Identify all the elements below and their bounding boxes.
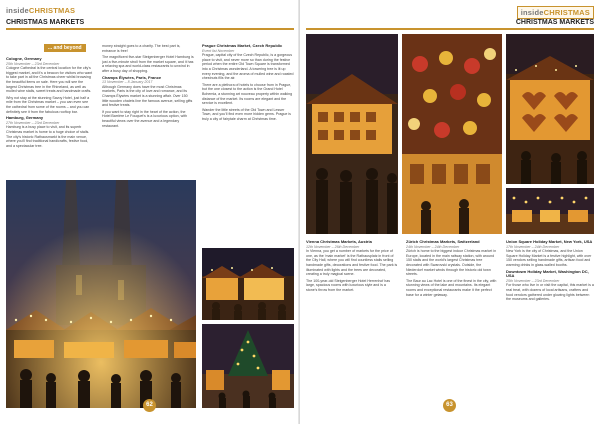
street-market-christmas-tree-photo (202, 324, 294, 408)
article-heading: Vienna Christmas Markets, Austria (306, 240, 372, 244)
article-paragraph: The magnificent five-star Steigenberger Hotel Hamburg is just a five-minute stroll from the market square, and it has a relaxing spa and world-class restaurants to unwind in after a busy day of shopping. (102, 55, 194, 73)
market-crowd-night-photo (306, 34, 398, 234)
page-number-right: 63 (443, 399, 456, 412)
article-paragraph: The 100-year-old Steigenberger Hotel Herrenhof has large, spacious rooms with luxurious style and is a stone's throw from the market. (306, 278, 391, 292)
ornaments-stall-photo (402, 34, 502, 234)
article-paragraph: New York is the city of Christmas, and the Union Square Holiday Market is a festive highlight, with over 150 vendors selling handmade gifts, artisan food and warming drinks in glass-walled booths. (506, 249, 592, 267)
christmas-market-stalls-photo (202, 248, 294, 320)
article-paragraph: There are a plethora of hotels to choose from in Prague, but the one closest to the action is the Grand Hotel Bohemia, a stunning art nouveau property within walking distance of the market. Its rooms are elegant and the service is excellent. (202, 82, 293, 106)
section-title-left: CHRISTMAS MARKETS (6, 19, 85, 26)
article-heading: Hamburg, Germany (6, 115, 44, 121)
article-dates: 12th November – 26th December (306, 244, 360, 249)
cologne-cathedral-market-photo (6, 180, 196, 408)
brand-word: CHRISTMAS (543, 8, 590, 17)
article-dates: 13 November – 8 January 2017 (102, 80, 153, 85)
page-number-left: 62 (143, 399, 156, 412)
right-page (300, 0, 600, 424)
article-heading: Union Square Holiday Market, New York, USA (506, 240, 593, 244)
left-col-1 (6, 57, 94, 175)
article-dates: Event list November (202, 48, 235, 53)
article-dates: 25th November – 23rd December (506, 278, 560, 283)
article-heading: Cologne, Germany (6, 57, 42, 61)
article-dates: 17th November – 24th December (506, 244, 560, 249)
article-paragraph: The Baur au Lac Hotel is one of the finest in the city, with stunning views of the lake and mountains. Its elegant rooms and exceptional restaurants make it the perfect base for a winter getaway. (406, 278, 497, 297)
article-paragraph: Zürich is home to the biggest indoor Christmas market in Europe, located in the main railway station, with around 150 stalls and the world's largest Christmas tree decorated with Swarovski crystals. Outside, the Niederdorf market winds through the historic old town streets. (406, 249, 497, 277)
article-paragraph: Why not stay at the stunning Savoy Hotel, just half a mile from the Christmas market – you can even see the cathedral from some of the rooms – and you can definitely see it from the fabulous rooftop bar. (6, 95, 90, 114)
country-badge: ... and beyond (44, 44, 86, 52)
section-title-right: CHRISTMAS MARKETS (515, 19, 594, 26)
brand-tag-right (517, 6, 594, 19)
article-paragraph: Although Germany does have the most Christmas markets, Paris is the city of love and romance, and its Champs Élysées market is a stunning affair. Over 150 little wooden chalets line the famous avenue, selling gifts and festive treats. (102, 84, 193, 108)
gingerbread-stall-photo (506, 34, 594, 184)
right-col-3 (506, 240, 594, 400)
article-paragraph: money straight goes to a charity. The best part is, entrance is free! (102, 44, 181, 53)
article-heading: Champs Élysées, Paris, France (102, 74, 162, 80)
article-paragraph: For those who live in or visit the capital, this market is a real treat, with dozens of local artisans, crafters and food vendors gathered under glowing lights between the museums and galleries. (506, 283, 594, 302)
brand-tag-left (6, 6, 75, 15)
article-paragraph: In Vienna, you get a number of markets for the price of one, as the 'main market' is the Rathausplatz in front of the City Hall, where you will find countless stalls selling handmade gifts, decorations and festive food. The park is illuminated with lights and the trees are decorated, creating a truly magical scene. (306, 249, 398, 277)
article-paragraph: Prague, capital city of the Czech Republic, is a gorgeous place to visit, and never more so than during the festive period when the entire Old Town Square is transformed into a Christmas wonderland. A towering tree is lit up every evening, and the aroma of mulled wine and roasted chestnuts fills the air. (202, 53, 294, 81)
section-rule-left (6, 28, 294, 30)
right-col-1 (306, 240, 398, 400)
article-dates: 24th November – 24th December (406, 244, 460, 249)
article-paragraph: Hamburg is a busy place to visit, and its superb Christmas market is home to a huge choice of stalls. The city's historic Rathausmarkt is the main venue, where you'll find traditional handicrafts, festive food, and a spectacular tree. (6, 125, 90, 148)
market-square-lights-photo (506, 188, 594, 234)
article-paragraph: Wander the little streets of the Old Town and Lesser Town, and you'll find even more hidden gems. Prague is truly a city of fairytale charm at Christmas time. (202, 107, 291, 121)
section-rule-right (306, 28, 594, 30)
brand-prefix: inside (520, 8, 544, 17)
brand-word: CHRISTMAS (28, 6, 76, 15)
right-col-2 (406, 240, 498, 400)
article-heading: Prague Christmas Market, Czech Republic (202, 44, 283, 48)
brand-prefix: inside (6, 6, 29, 15)
article-paragraph: Cologne Cathedral is the central location for the city's biggest market, and it's a beacon for visitors who want to take part in all the Christmas cheer whilst browsing the beautiful items on sale. Here you will see the largest Christmas tree in the Rhineland, as well as mulled wine stalls, sweet treats and handmade crafts. (6, 66, 93, 94)
article-heading: Zürich Christmas Markets, Switzerland (406, 240, 480, 244)
article-dates: 25th November – 23rd December (6, 61, 60, 66)
article-paragraph: If you want to stay right in the heart of the action, the Hotel Barrière Le Fouquet's is a luxurious option, with beautiful views over the avenue and a legendary restaurant. (102, 109, 187, 128)
article-heading: Downtown Holiday Market, Washington DC, USA (506, 268, 589, 279)
left-col-2 (102, 44, 194, 175)
left-col-3 (202, 44, 294, 244)
article-dates: 27th November – 23rd December (6, 120, 60, 125)
